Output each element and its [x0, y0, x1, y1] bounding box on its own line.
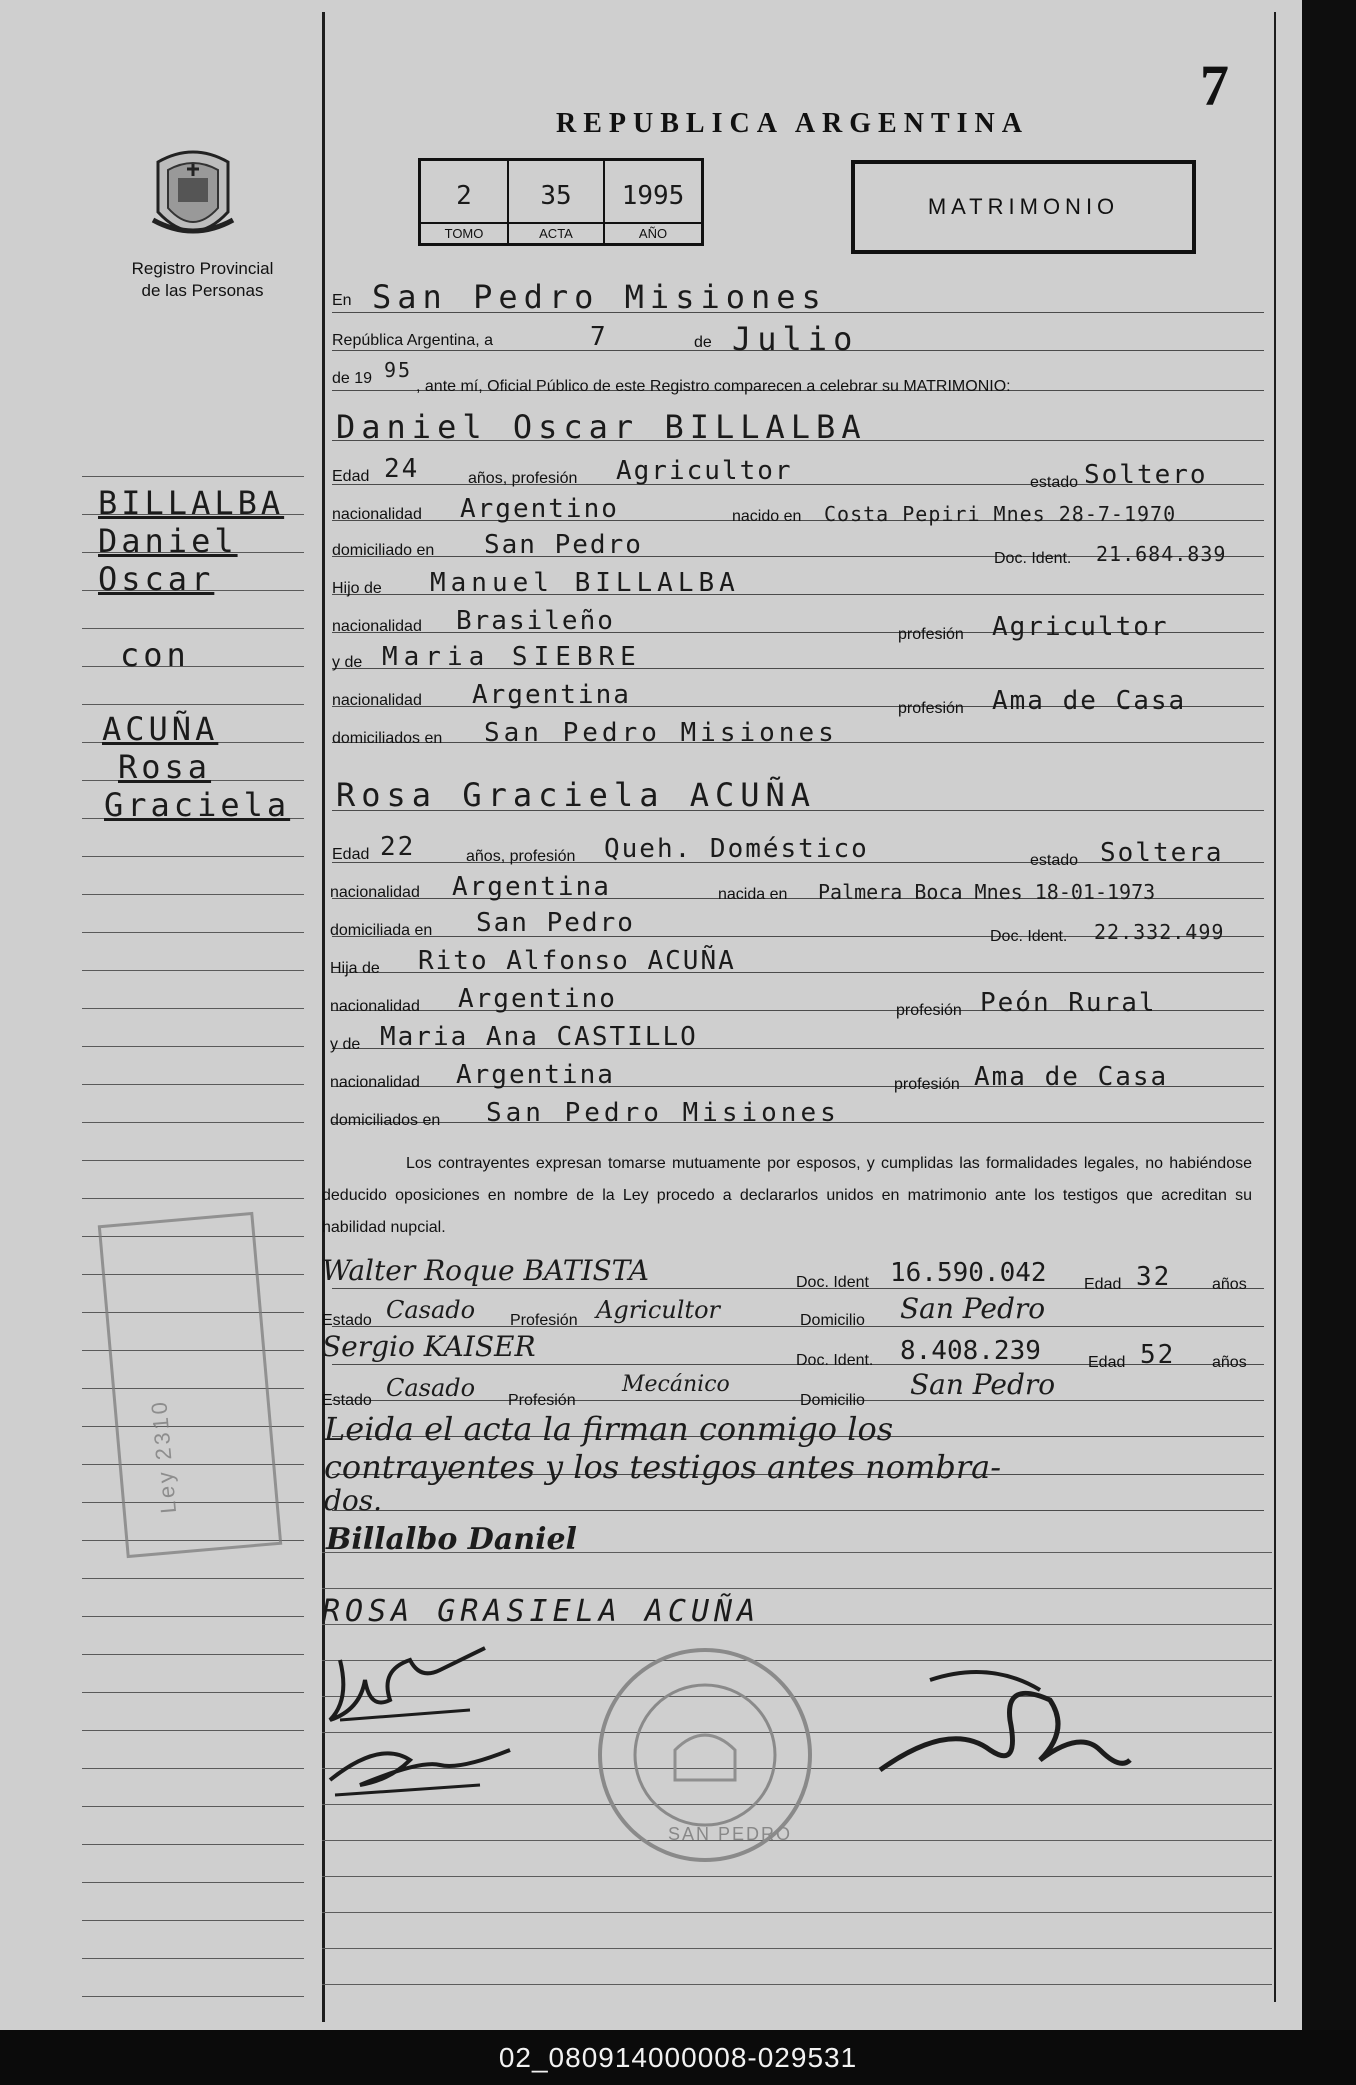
- witness2-domicile: San Pedro: [910, 1368, 1056, 1401]
- provincial-seal-icon: [148, 142, 238, 252]
- witness1-anos-label: años: [1212, 1276, 1247, 1293]
- witness1-doc-label: Doc. Ident: [796, 1274, 869, 1291]
- groom-pdom-label: domiciliados en: [332, 730, 443, 747]
- bride-mother: Maria Ana CASTILLO: [380, 1022, 698, 1052]
- witness1-profession: Agricultor: [596, 1296, 720, 1324]
- margin-rule-line: [82, 1084, 304, 1085]
- groom-mother: Maria SIEBRE: [382, 642, 642, 672]
- bride-father-prof: Peón Rural: [980, 988, 1157, 1018]
- bride-mprof-label: profesión: [894, 1076, 960, 1093]
- margin-rule-line: [82, 476, 304, 477]
- ano-label: AÑO: [605, 222, 701, 245]
- year-suffix: 95: [384, 358, 413, 382]
- bride-father-nat: Argentino: [458, 984, 617, 1014]
- margin-rule-line: [82, 1958, 304, 1959]
- bride-fprof-label: profesión: [896, 1002, 962, 1019]
- bride-edad-label: Edad: [332, 846, 370, 863]
- scan-edge: [1302, 0, 1356, 2030]
- bride-status: Soltera: [1100, 838, 1224, 868]
- body-rule-line: [322, 1588, 1272, 1589]
- witness2-edad-label: Edad: [1088, 1354, 1126, 1371]
- witness2-doc-label: Doc. Ident.: [796, 1352, 874, 1369]
- margin-rule-line: [82, 932, 304, 933]
- margin-rule-line: [82, 894, 304, 895]
- de-label: de: [694, 334, 712, 351]
- groom-mother-prof: Ama de Casa: [992, 686, 1187, 716]
- witness1-domicile: San Pedro: [900, 1292, 1046, 1325]
- en-label: En: [332, 292, 352, 309]
- bride-nac-label: nacionalidad: [330, 884, 420, 901]
- witness1-edad-label: Edad: [1084, 1276, 1122, 1293]
- witness2-estado-label: Estado: [322, 1392, 372, 1409]
- margin-groom-name1: Daniel: [98, 522, 238, 560]
- witness2-status: Casado: [386, 1374, 476, 1402]
- groom-status: Soltero: [1084, 460, 1208, 490]
- bride-father: Rito Alfonso ACUÑA: [418, 946, 736, 976]
- groom-anos-label: años, profesión: [468, 470, 578, 487]
- groom-parents-domicile: San Pedro Misiones: [484, 718, 838, 748]
- body-rule-line: [332, 1510, 1264, 1511]
- round-stamp-text: SAN PEDRO: [668, 1824, 793, 1844]
- body-rule-line: [332, 1326, 1264, 1327]
- body-rule-line: [322, 1876, 1272, 1877]
- bride-nacida-label: nacida en: [718, 886, 788, 903]
- witness1-age: 32: [1136, 1262, 1172, 1292]
- groom-estado-label: estado: [1030, 474, 1079, 491]
- document-title: REPUBLICA ARGENTINA: [556, 108, 1029, 139]
- month-value: Julio: [732, 320, 859, 358]
- groom-domicile: San Pedro: [484, 530, 643, 560]
- ano-value: 1995: [621, 181, 685, 211]
- day-value: 7: [590, 322, 608, 352]
- groom-age: 24: [384, 454, 420, 484]
- official-signature-icon: [870, 1660, 1140, 1810]
- witness-signatures-icon: [320, 1640, 520, 1810]
- groom-yde-label: y de: [332, 654, 363, 671]
- bride-age: 22: [380, 832, 416, 862]
- witness2-prof-label: Profesión: [508, 1392, 576, 1409]
- registry-name-line2: de las Personas: [141, 281, 264, 300]
- margin-rule-line: [82, 1122, 304, 1123]
- witness2-doc: 8.408.239: [900, 1336, 1041, 1366]
- registry-name: [115, 258, 290, 302]
- margin-con: con: [120, 636, 190, 674]
- groom-father-nat: Brasileño: [456, 606, 615, 636]
- republica-label: República Argentina, a: [332, 332, 493, 349]
- tomo-label: TOMO: [421, 222, 507, 245]
- bride-anos-label: años, profesión: [466, 848, 576, 865]
- record-box: [418, 158, 704, 246]
- bride-mother-nat: Argentina: [456, 1060, 615, 1090]
- right-rule: [1274, 12, 1276, 2002]
- witness1-prof-label: Profesión: [510, 1312, 578, 1329]
- margin-rule-line: [82, 1692, 304, 1693]
- groom-edad-label: Edad: [332, 468, 370, 485]
- groom-full-name: Daniel Oscar BILLALBA: [336, 408, 867, 446]
- body-rule-line: [322, 1912, 1272, 1913]
- margin-bride-name1: Rosa: [118, 748, 212, 786]
- margin-rule-line: [82, 1844, 304, 1845]
- groom-nac-label: nacionalidad: [332, 506, 422, 523]
- de19-label: de 19: [332, 370, 373, 387]
- groom-dom-label: domiciliado en: [332, 542, 435, 559]
- bride-full-name: Rosa Graciela ACUÑA: [336, 776, 817, 814]
- witness2-dom-label: Domicilio: [800, 1392, 865, 1409]
- acta-label: ACTA: [509, 222, 603, 245]
- act-type-box: MATRIMONIO: [851, 160, 1196, 254]
- groom-father: Manuel BILLALBA: [430, 568, 740, 598]
- groom-fnac-label: nacionalidad: [332, 618, 422, 635]
- acta-value: 35: [540, 181, 572, 211]
- groom-mother-nat: Argentina: [472, 680, 631, 710]
- bride-domicile: San Pedro: [476, 908, 635, 938]
- margin-rule-line: [82, 1046, 304, 1047]
- acta-cell: [509, 161, 605, 243]
- witness1-dom-label: Domicilio: [800, 1312, 865, 1329]
- margin-bride-surname: ACUÑA: [102, 710, 219, 748]
- witness1-estado-label: Estado: [322, 1312, 372, 1329]
- margin-rule-line: [82, 1882, 304, 1883]
- bride-signature: ROSA GRASIELA ACUÑA: [322, 1594, 761, 1629]
- bride-parents-domicile: San Pedro Misiones: [486, 1098, 840, 1128]
- margin-rule-line: [82, 1996, 304, 1997]
- bride-pdom-label: domiciliados en: [330, 1112, 441, 1129]
- place-city: San Pedro Misiones: [372, 278, 827, 316]
- groom-birth: Costa Pepiri Mnes 28-7-1970: [824, 502, 1177, 526]
- bride-hija-label: Hija de: [330, 960, 380, 977]
- margin-rule-line: [82, 666, 304, 667]
- margin-rule-line: [82, 1654, 304, 1655]
- groom-doc-label: Doc. Ident.: [994, 550, 1072, 567]
- closing-line2: contrayentes y los testigos antes nombra-: [324, 1448, 1002, 1486]
- groom-nationality: Argentino: [460, 494, 619, 524]
- law-stamp-text: Ley 2310: [146, 1398, 182, 1515]
- bride-doc: 22.332.499: [1094, 920, 1225, 944]
- groom-hijo-label: Hijo de: [332, 580, 382, 597]
- law-stamp: [98, 1212, 283, 1558]
- tomo-value: 2: [456, 181, 472, 211]
- groom-mnac-label: nacionalidad: [332, 692, 422, 709]
- margin-rule-line: [82, 1730, 304, 1731]
- margin-rule-line: [82, 970, 304, 971]
- groom-nacido-label: nacido en: [732, 508, 802, 525]
- body-rule-line: [322, 1948, 1272, 1949]
- ante-label: , ante mí, Oficial Público de este Registro comparecen a celebrar su MATRIMONIO:: [416, 378, 1011, 395]
- groom-signature: Billalbo Daniel: [326, 1522, 577, 1557]
- margin-rule-line: [82, 1008, 304, 1009]
- bride-yde-label: y de: [330, 1036, 361, 1053]
- groom-father-prof: Agricultor: [992, 612, 1169, 642]
- closing-line3: dos.: [324, 1484, 383, 1517]
- margin-rule-line: [82, 628, 304, 629]
- bride-mnac-label: nacionalidad: [330, 1074, 420, 1091]
- witness2-age: 52: [1140, 1340, 1176, 1370]
- margin-rule-line: [82, 856, 304, 857]
- bride-birth: Palmera Boca Mnes 18-01-1973: [818, 880, 1156, 904]
- margin-groom-surname: BILLALBA: [98, 484, 285, 522]
- margin-rule-line: [82, 1920, 304, 1921]
- witness1-name: Walter Roque BATISTA: [322, 1254, 650, 1287]
- bride-dom-label: domiciliada en: [330, 922, 433, 939]
- page-number: 7: [1200, 53, 1229, 118]
- witness2-profession: Mecánico: [622, 1372, 730, 1397]
- bride-doc-label: Doc. Ident.: [990, 928, 1068, 945]
- groom-doc: 21.684.839: [1096, 542, 1227, 566]
- margin-bride-name2: Graciela: [104, 786, 291, 824]
- declaration-text: Los contrayentes expresan tomarse mutuamente por esposos, y cumplidas las formalidades legales, no habiéndose deducido oposiciones en nombre de la Ley procedo a declararlos unidos en matrimonio ante los testigos que acreditan su habilidad nupcial.: [322, 1155, 1252, 1236]
- bride-estado-label: estado: [1030, 852, 1079, 869]
- margin-groom-name2: Oscar: [98, 560, 215, 598]
- bride-profession: Queh. Doméstico: [604, 834, 869, 864]
- groom-fprof-label: profesión: [898, 626, 964, 643]
- margin-rule-line: [82, 1160, 304, 1161]
- groom-mprof-label: profesión: [898, 700, 964, 717]
- ano-cell: [605, 161, 701, 243]
- witness1-status: Casado: [386, 1296, 476, 1324]
- body-rule-line: [322, 1984, 1272, 1985]
- margin-rule-line: [82, 1578, 304, 1579]
- witness2-anos-label: años: [1212, 1354, 1247, 1371]
- registry-name-line1: Registro Provincial: [131, 259, 274, 278]
- bride-mother-prof: Ama de Casa: [974, 1062, 1169, 1092]
- bride-fnac-label: nacionalidad: [330, 998, 420, 1015]
- margin-rule-line: [82, 1806, 304, 1807]
- margin-rule-line: [82, 1768, 304, 1769]
- closing-line1: Leida el acta la firman conmigo los: [324, 1410, 894, 1448]
- tomo-cell: [421, 161, 509, 243]
- footer-code: 02_080914000008-029531: [0, 2030, 1356, 2085]
- witness1-doc: 16.590.042: [890, 1258, 1047, 1288]
- witness2-name: Sergio KAISER: [322, 1330, 536, 1363]
- bride-nationality: Argentina: [452, 872, 611, 902]
- margin-rule-line: [82, 1198, 304, 1199]
- groom-profession: Agricultor: [616, 456, 793, 486]
- margin-rule-line: [82, 704, 304, 705]
- margin-rule-line: [82, 1616, 304, 1617]
